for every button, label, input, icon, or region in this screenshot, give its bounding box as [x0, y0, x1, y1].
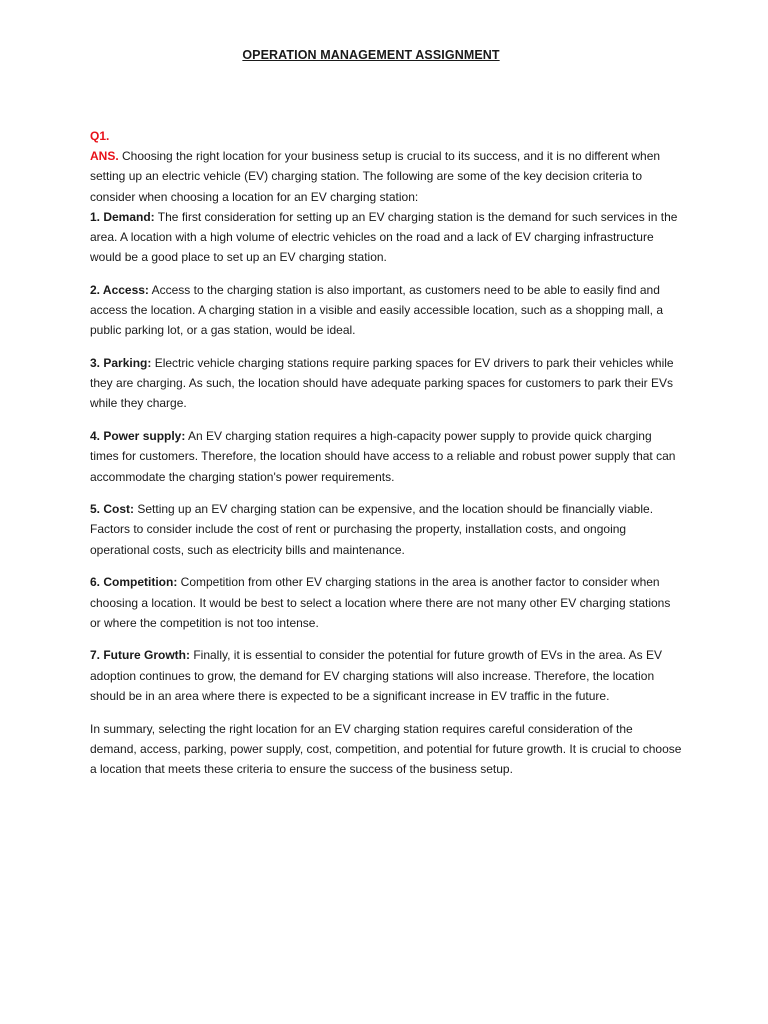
- document-body: [90, 126, 682, 792]
- answer-intro-paragraph: [90, 146, 682, 207]
- criterion-paragraph-power-supply: [90, 426, 682, 487]
- criterion-text: Electric vehicle charging stations require parking spaces for EV drivers to park their vehicles while they are charging. As such, the location should have adequate parking spaces for customers to park their EVs while they charge.: [90, 356, 674, 411]
- criterion-heading: 2. Access:: [90, 282, 149, 297]
- criterion-paragraph-future-growth: [90, 645, 682, 706]
- criterion-paragraph-access: [90, 280, 682, 341]
- criterion-heading: 3. Parking:: [90, 356, 152, 371]
- criterion-text: Finally, it is essential to consider the potential for future growth of EVs in the area. As EV adoption continues to grow, the demand for EV charging stations will also increase. Therefore, the location should be in an area where there is expected to be a significant increase in EV traffic in the future.: [90, 648, 663, 703]
- intro-text: Choosing the right location for your business setup is crucial to its success, and it is no different when setting up an electric vehicle (EV) charging station. The following are some of the key decision criteria to consider when choosing a location for an EV charging station:: [90, 149, 661, 204]
- criterion-paragraph-parking: [90, 353, 682, 414]
- criterion-paragraph-competition: [90, 572, 682, 633]
- criterion-heading: 4. Power supply:: [90, 429, 186, 444]
- criterion-heading: 1. Demand:: [90, 209, 155, 224]
- summary-paragraph: In summary, selecting the right location for an EV charging station requires careful consideration of the demand, access, parking, power supply, cost, competition, and potential for future growth. It is crucial to choose a location that meets these criteria to ensure the success of the business setup.: [90, 721, 682, 776]
- criterion-heading: 7. Future Growth:: [90, 648, 190, 663]
- criterion-heading: 5. Cost:: [90, 502, 135, 517]
- criterion-text: Access to the charging station is also important, as customers need to be able to easily find and access the location. A charging station in a visible and easily accessible location, such as a shopping mall, a public parking lot, or a gas station, would be ideal.: [90, 282, 663, 338]
- document-title: OPERATION MANAGEMENT ASSIGNMENT: [242, 48, 500, 62]
- criterion-text: An EV charging station requires a high-capacity power supply to provide quick charging times for customers. Therefore, the location should have access to a reliable and robust power supply that can accommodate the charging station's power requirements.: [90, 429, 676, 484]
- answer-label: ANS.: [90, 149, 119, 164]
- criterion-heading: 6. Competition:: [90, 575, 178, 590]
- criterion-paragraph-cost: [90, 499, 682, 560]
- criterion-paragraph-demand: [90, 207, 682, 268]
- criterion-text: Setting up an EV charging station can be expensive, and the location should be financially viable. Factors to consider include the cost of rent or purchasing the property, installation costs, and ongoing operational costs, such as electricity bills and maintenance.: [90, 502, 654, 557]
- criterion-text: Competition from other EV charging stations in the area is another factor to consider when choosing a location. It would be best to select a location where there are not many other EV charging stations or where the competition is not too intense.: [90, 575, 671, 630]
- criterion-text: The first consideration for setting up an EV charging station is the demand for such services in the area. A location with a high volume of electric vehicles on the road and a lack of EV charging infrastructure would be a good place to set up an EV charging station.: [90, 209, 678, 265]
- question-label: Q1.: [90, 129, 110, 143]
